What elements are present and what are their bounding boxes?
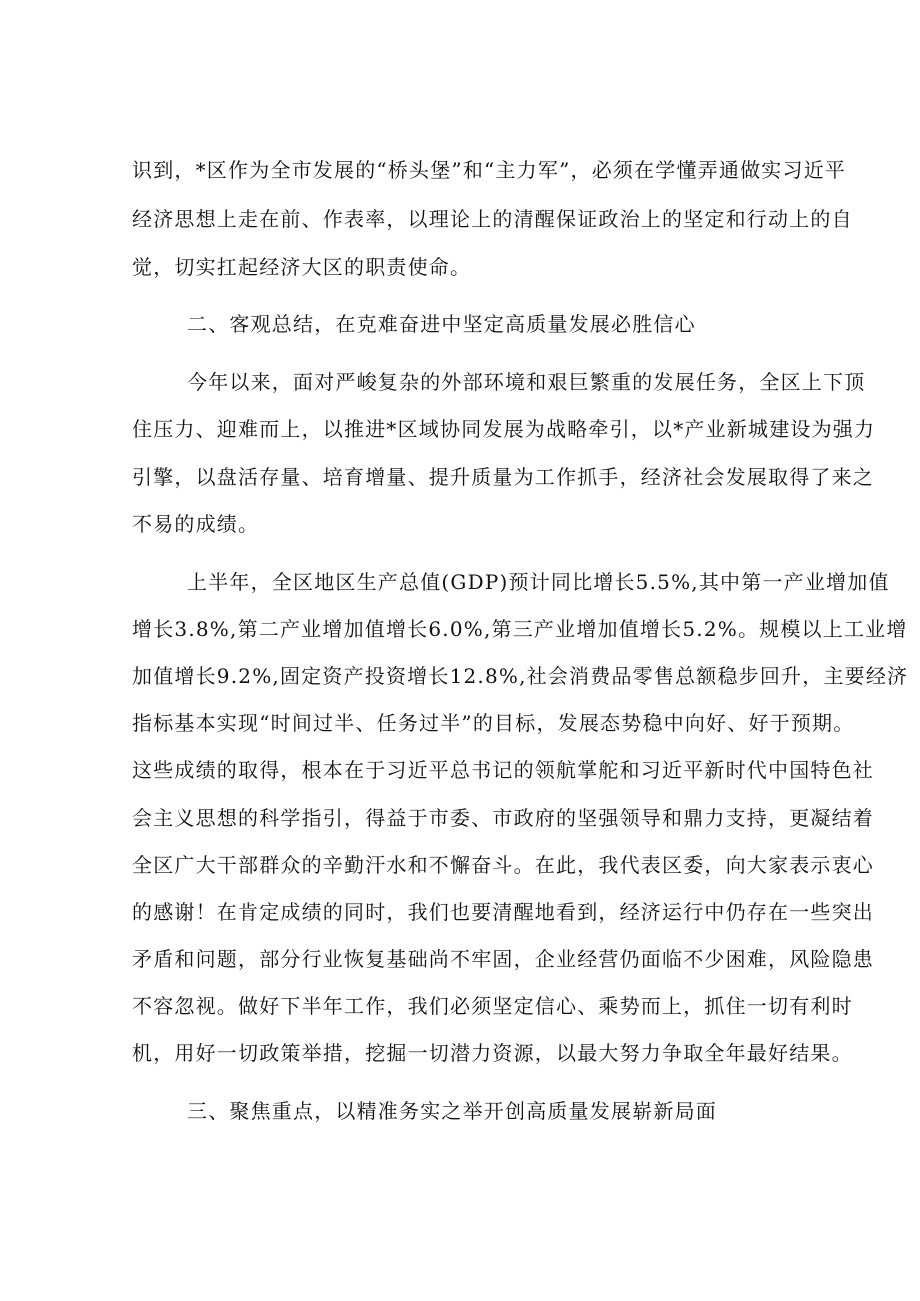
paragraph-line: 的感谢！在肯定成绩的同时，我们也要清醒地看到，经济运行中仍存在一些突出 <box>132 900 874 924</box>
paragraph-line: 加值增长9.2%,固定资产投资增长12.8%,社会消费品零售总额稳步回升，主要经济 <box>132 664 909 688</box>
section-heading-three: 三、聚焦重点，以精准务实之举开创高质量发展崭新局面 <box>187 1099 717 1123</box>
paragraph-line: 不易的成绩。 <box>132 512 260 536</box>
paragraph-line: 全区广大干部群众的辛勤汗水和不懈奋斗。在此，我代表区委，向大家表示衷心 <box>132 853 874 877</box>
paragraph-line: 今年以来，面对严峻复杂的外部环境和艰巨繁重的发展任务，全区上下顶 <box>187 370 866 394</box>
paragraph-line: 矛盾和问题，部分行业恢复基础尚不牢固，企业经营仍面临不少困难，风险隐患 <box>132 947 874 971</box>
paragraph-line: 这些成绩的取得，根本在于习近平总书记的领航掌舵和习近平新时代中国特色社 <box>132 758 874 782</box>
paragraph-line: 识到，*区作为全市发展的“桥头堡”和“主力军”，必须在学懂弄通做实习近平 <box>132 158 847 182</box>
paragraph-line: 增长3.8%,第二产业增加值增长6.0%,第三产业增加值增长5.2%。规模以上工业增 <box>132 617 908 641</box>
paragraph-line: 住压力、迎难而上，以推进*区域协同发展为战略牵引，以*产业新城建设为强力 <box>132 417 876 441</box>
paragraph-line: 机，用好一切政策举措，挖掘一切潜力资源，以最大努力争取全年最好结果。 <box>132 1041 853 1065</box>
paragraph-line: 指标基本实现“时间过半、任务过半”的目标，发展态势稳中向好、好于预期。 <box>132 711 855 735</box>
paragraph-line: 引擎，以盘活存量、培育增量、提升质量为工作抓手，经济社会发展取得了来之 <box>132 465 874 489</box>
section-heading-two: 二、客观总结，在克难奋进中坚定高质量发展必胜信心 <box>187 312 696 336</box>
paragraph-line: 不容忽视。做好下半年工作，我们必须坚定信心、乘势而上，抓住一切有利时 <box>132 994 853 1018</box>
paragraph-line: 上半年，全区地区生产总值(GDP)预计同比增长5.5%,其中第一产业增加值 <box>187 570 890 594</box>
paragraph-line: 会主义思想的科学指引，得益于市委、市政府的坚强领导和鼎力支持，更凝结着 <box>132 806 874 830</box>
paragraph-line: 觉，切实扛起经济大区的职责使命。 <box>132 255 472 279</box>
paragraph-line: 经济思想上走在前、作表率，以理论上的清醒保证政治上的坚定和行动上的自 <box>132 207 853 231</box>
